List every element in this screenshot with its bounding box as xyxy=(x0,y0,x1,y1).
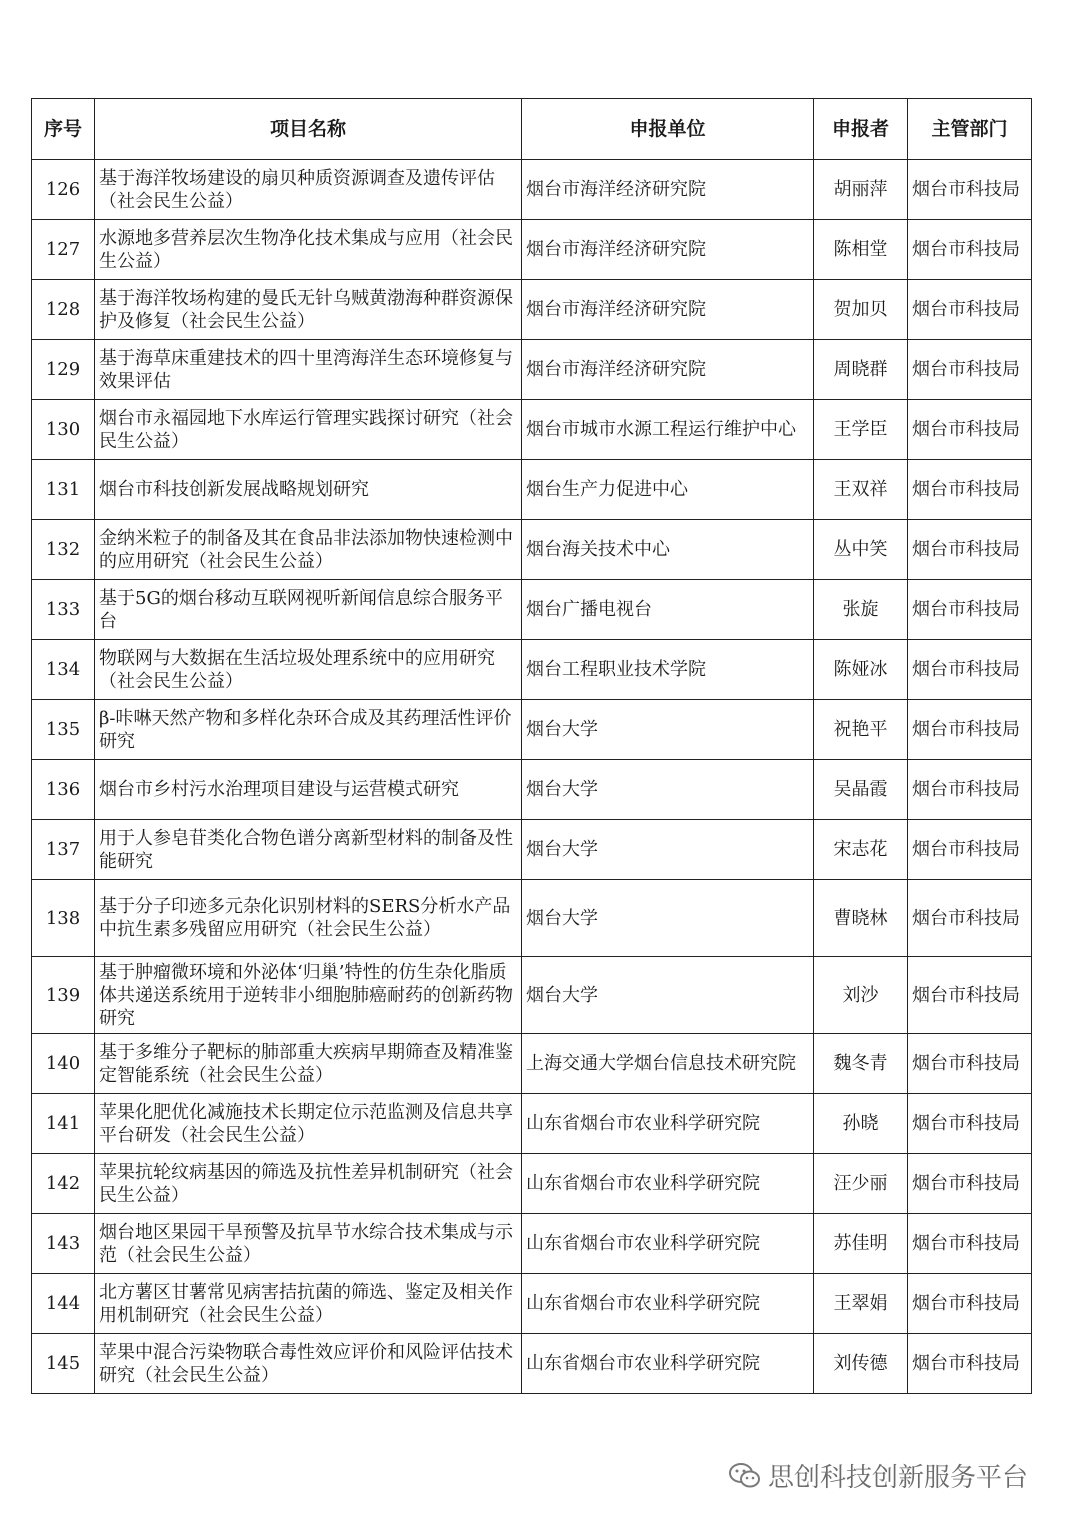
cell-applicant-unit: 烟台大学 xyxy=(522,820,814,880)
table-row xyxy=(32,460,1032,520)
cell-department: 烟台市科技局 xyxy=(908,820,1032,880)
table-body xyxy=(32,160,1032,1394)
table-row xyxy=(32,820,1032,880)
cell-department: 烟台市科技局 xyxy=(908,520,1032,580)
cell-project-name: β-咔啉天然产物和多样化杂环合成及其药理活性评价研究 xyxy=(95,700,522,760)
cell-applicant-unit: 烟台市海洋经济研究院 xyxy=(522,340,814,400)
cell-applicant-unit: 烟台市城市水源工程运行维护中心 xyxy=(522,400,814,460)
cell-applicant-unit: 山东省烟台市农业科学研究院 xyxy=(522,1094,814,1154)
cell-applicant-unit: 烟台广播电视台 xyxy=(522,580,814,640)
cell-serial-no: 138 xyxy=(32,880,95,957)
cell-department: 烟台市科技局 xyxy=(908,280,1032,340)
cell-serial-no: 140 xyxy=(32,1034,95,1094)
cell-project-name: 烟台市永福园地下水库运行管理实践探讨研究（社会民生公益） xyxy=(95,400,522,460)
table-row xyxy=(32,220,1032,280)
cell-applicant: 贺加贝 xyxy=(814,280,908,340)
cell-serial-no: 141 xyxy=(32,1094,95,1154)
cell-applicant: 刘沙 xyxy=(814,957,908,1034)
cell-project-name: 用于人参皂苷类化合物色谱分离新型材料的制备及性能研究 xyxy=(95,820,522,880)
cell-applicant-unit: 烟台大学 xyxy=(522,760,814,820)
cell-project-name: 基于5G的烟台移动互联网视听新闻信息综合服务平台 xyxy=(95,580,522,640)
table-row xyxy=(32,1214,1032,1274)
cell-project-name: 水源地多营养层次生物净化技术集成与应用（社会民生公益） xyxy=(95,220,522,280)
cell-serial-no: 132 xyxy=(32,520,95,580)
cell-applicant-unit: 烟台大学 xyxy=(522,957,814,1034)
cell-serial-no: 129 xyxy=(32,340,95,400)
cell-department: 烟台市科技局 xyxy=(908,880,1032,957)
cell-serial-no: 136 xyxy=(32,760,95,820)
cell-department: 烟台市科技局 xyxy=(908,760,1032,820)
cell-department: 烟台市科技局 xyxy=(908,957,1032,1034)
cell-project-name: 苹果中混合污染物联合毒性效应评价和风险评估技术研究（社会民生公益） xyxy=(95,1334,522,1394)
header-serial-no: 序号 xyxy=(32,99,95,160)
table-row xyxy=(32,1334,1032,1394)
table-row xyxy=(32,760,1032,820)
cell-serial-no: 133 xyxy=(32,580,95,640)
cell-serial-no: 144 xyxy=(32,1274,95,1334)
cell-applicant-unit: 山东省烟台市农业科学研究院 xyxy=(522,1154,814,1214)
header-applicant-unit: 申报单位 xyxy=(522,99,814,160)
cell-applicant: 祝艳平 xyxy=(814,700,908,760)
table-row xyxy=(32,580,1032,640)
cell-department: 烟台市科技局 xyxy=(908,1334,1032,1394)
cell-applicant-unit: 烟台市海洋经济研究院 xyxy=(522,220,814,280)
cell-project-name: 烟台市科技创新发展战略规划研究 xyxy=(95,460,522,520)
cell-serial-no: 127 xyxy=(32,220,95,280)
cell-serial-no: 145 xyxy=(32,1334,95,1394)
header-department: 主管部门 xyxy=(908,99,1032,160)
cell-department: 烟台市科技局 xyxy=(908,1274,1032,1334)
cell-applicant: 吴晶霞 xyxy=(814,760,908,820)
cell-serial-no: 130 xyxy=(32,400,95,460)
cell-applicant-unit: 烟台工程职业技术学院 xyxy=(522,640,814,700)
cell-project-name: 基于海草床重建技术的四十里湾海洋生态环境修复与效果评估 xyxy=(95,340,522,400)
table-row xyxy=(32,1034,1032,1094)
cell-serial-no: 126 xyxy=(32,160,95,220)
cell-project-name: 烟台地区果园干旱预警及抗旱节水综合技术集成与示范（社会民生公益） xyxy=(95,1214,522,1274)
cell-applicant: 刘传德 xyxy=(814,1334,908,1394)
table-row xyxy=(32,280,1032,340)
cell-serial-no: 137 xyxy=(32,820,95,880)
cell-department: 烟台市科技局 xyxy=(908,1034,1032,1094)
cell-department: 烟台市科技局 xyxy=(908,460,1032,520)
cell-project-name: 基于海洋牧场构建的曼氏无针乌贼黄渤海种群资源保护及修复（社会民生公益） xyxy=(95,280,522,340)
table-row xyxy=(32,640,1032,700)
table-row xyxy=(32,520,1032,580)
cell-applicant: 张旋 xyxy=(814,580,908,640)
cell-applicant: 孙晓 xyxy=(814,1094,908,1154)
cell-project-name: 烟台市乡村污水治理项目建设与运营模式研究 xyxy=(95,760,522,820)
cell-serial-no: 139 xyxy=(32,957,95,1034)
cell-applicant-unit: 烟台大学 xyxy=(522,700,814,760)
cell-serial-no: 135 xyxy=(32,700,95,760)
cell-department: 烟台市科技局 xyxy=(908,340,1032,400)
cell-applicant-unit: 山东省烟台市农业科学研究院 xyxy=(522,1214,814,1274)
table-row xyxy=(32,1274,1032,1334)
cell-department: 烟台市科技局 xyxy=(908,220,1032,280)
cell-serial-no: 143 xyxy=(32,1214,95,1274)
cell-applicant: 苏佳明 xyxy=(814,1214,908,1274)
cell-applicant: 陈娅冰 xyxy=(814,640,908,700)
cell-applicant: 王学臣 xyxy=(814,400,908,460)
watermark-text: 思创科技创新服务平台 xyxy=(768,1463,1029,1493)
cell-project-name: 物联网与大数据在生活垃圾处理系统中的应用研究（社会民生公益） xyxy=(95,640,522,700)
cell-applicant: 陈相堂 xyxy=(814,220,908,280)
project-table xyxy=(31,98,1032,1394)
table-row xyxy=(32,160,1032,220)
wechat-icon xyxy=(728,1461,762,1491)
cell-department: 烟台市科技局 xyxy=(908,400,1032,460)
cell-applicant: 周晓群 xyxy=(814,340,908,400)
cell-applicant-unit: 烟台市海洋经济研究院 xyxy=(522,160,814,220)
table-row xyxy=(32,1094,1032,1154)
cell-project-name: 基于多维分子靶标的肺部重大疾病早期筛查及精准鉴定智能系统（社会民生公益） xyxy=(95,1034,522,1094)
cell-applicant: 王双祥 xyxy=(814,460,908,520)
cell-department: 烟台市科技局 xyxy=(908,1154,1032,1214)
cell-applicant: 汪少丽 xyxy=(814,1154,908,1214)
cell-project-name: 北方薯区甘薯常见病害拮抗菌的筛选、鉴定及相关作用机制研究（社会民生公益） xyxy=(95,1274,522,1334)
cell-department: 烟台市科技局 xyxy=(908,160,1032,220)
cell-applicant: 曹晓林 xyxy=(814,880,908,957)
table-header-row xyxy=(32,99,1032,160)
cell-project-name: 基于肿瘤微环境和外泌体‘归巢’特性的仿生杂化脂质体共递送系统用于逆转非小细胞肺癌耐药的创新药物研究 xyxy=(95,957,522,1034)
cell-department: 烟台市科技局 xyxy=(908,1214,1032,1274)
cell-applicant-unit: 山东省烟台市农业科学研究院 xyxy=(522,1274,814,1334)
cell-serial-no: 142 xyxy=(32,1154,95,1214)
cell-applicant-unit: 山东省烟台市农业科学研究院 xyxy=(522,1334,814,1394)
cell-project-name: 苹果化肥优化减施技术长期定位示范监测及信息共享平台研发（社会民生公益） xyxy=(95,1094,522,1154)
cell-applicant-unit: 上海交通大学烟台信息技术研究院 xyxy=(522,1034,814,1094)
table-row xyxy=(32,340,1032,400)
cell-applicant: 魏冬青 xyxy=(814,1034,908,1094)
table-row xyxy=(32,957,1032,1034)
cell-project-name: 苹果抗轮纹病基因的筛选及抗性差异机制研究（社会民生公益） xyxy=(95,1154,522,1214)
cell-department: 烟台市科技局 xyxy=(908,1094,1032,1154)
cell-applicant: 宋志花 xyxy=(814,820,908,880)
header-applicant: 申报者 xyxy=(814,99,908,160)
cell-department: 烟台市科技局 xyxy=(908,580,1032,640)
cell-department: 烟台市科技局 xyxy=(908,640,1032,700)
cell-serial-no: 131 xyxy=(32,460,95,520)
cell-serial-no: 134 xyxy=(32,640,95,700)
cell-applicant-unit: 烟台市海洋经济研究院 xyxy=(522,280,814,340)
cell-applicant-unit: 烟台大学 xyxy=(522,880,814,957)
cell-project-name: 金纳米粒子的制备及其在食品非法添加物快速检测中的应用研究（社会民生公益） xyxy=(95,520,522,580)
cell-applicant: 丛中笑 xyxy=(814,520,908,580)
table-row xyxy=(32,700,1032,760)
header-project-name: 项目名称 xyxy=(95,99,522,160)
cell-project-name: 基于海洋牧场建设的扇贝种质资源调查及遗传评估（社会民生公益） xyxy=(95,160,522,220)
cell-applicant-unit: 烟台海关技术中心 xyxy=(522,520,814,580)
cell-project-name: 基于分子印迹多元杂化识别材料的SERS分析水产品中抗生素多残留应用研究（社会民生公益） xyxy=(95,880,522,957)
cell-department: 烟台市科技局 xyxy=(908,700,1032,760)
cell-applicant-unit: 烟台生产力促进中心 xyxy=(522,460,814,520)
cell-serial-no: 128 xyxy=(32,280,95,340)
table-row xyxy=(32,880,1032,957)
table-row xyxy=(32,1154,1032,1214)
cell-applicant: 王翠娟 xyxy=(814,1274,908,1334)
watermark xyxy=(728,1457,1028,1494)
cell-applicant: 胡丽萍 xyxy=(814,160,908,220)
table-row xyxy=(32,400,1032,460)
